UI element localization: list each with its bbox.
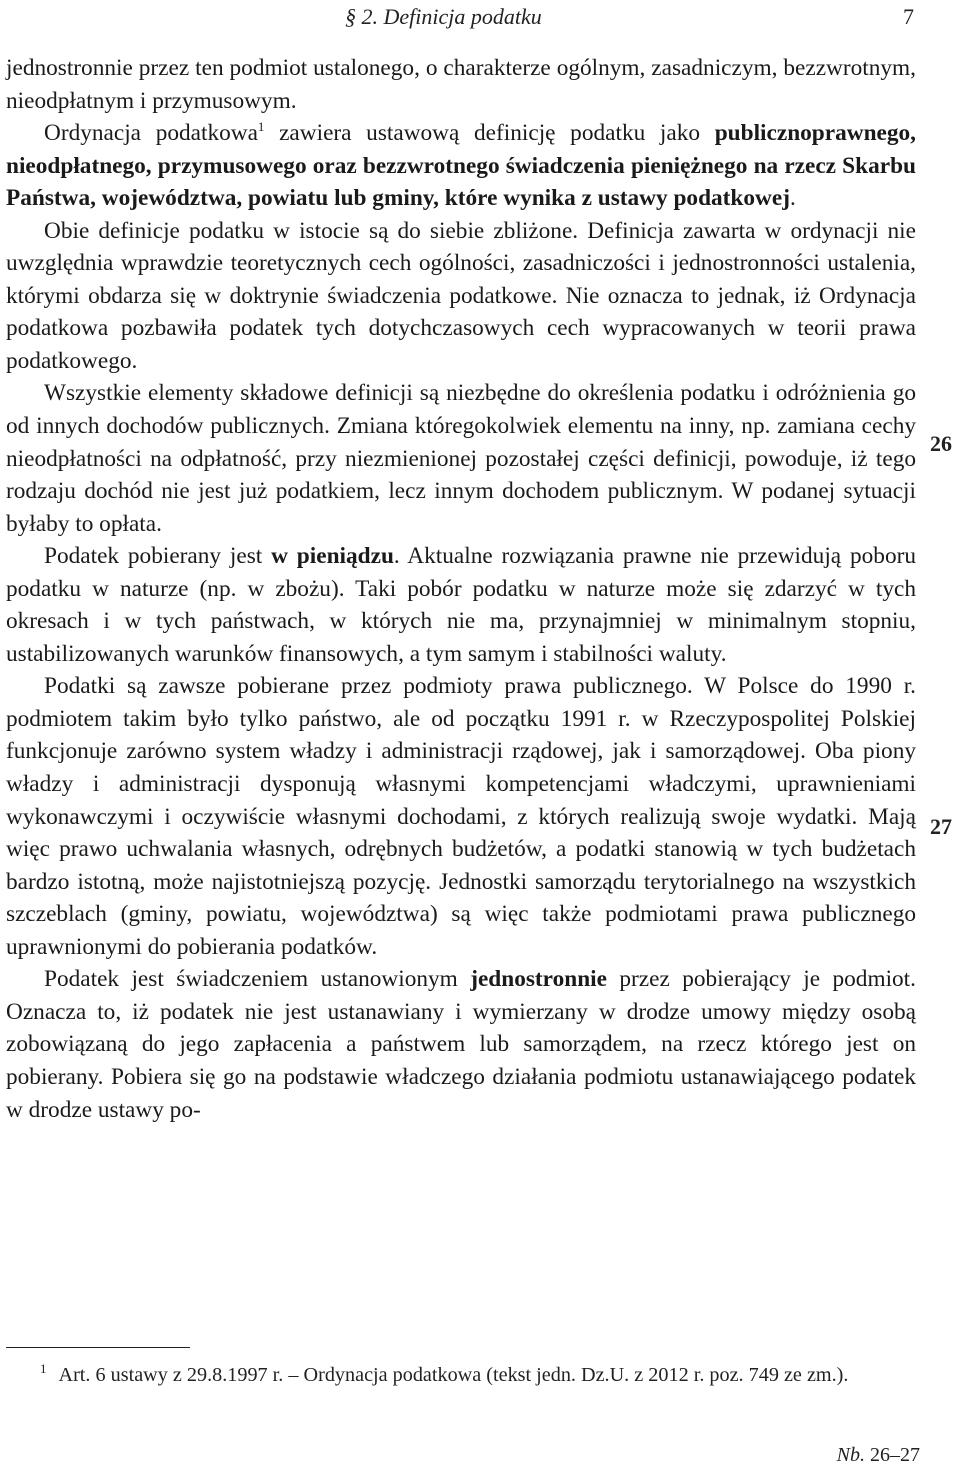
paragraph-2-start: Ordynacja podatkowa xyxy=(44,120,258,147)
footnote xyxy=(6,1360,916,1390)
paragraph-1 xyxy=(6,52,916,117)
paragraph-3-text: Obie definicje podatku w istocie są do siebie zbliżone. Definicja zawarta w ordynacji nie uwzględnia wprawdzie teoretycznych cech ogólności, zasadniczości i jednostronności ustalenia, którymi obdarza się w doktrynie świadczenia podatkowe. Nie oznacza to jednak, iż Ordynacja podatkowa pozbawiła podatek tych dotychczasowych cech wypracowanych w teorii prawa podatkowego. xyxy=(6,217,916,374)
margin-number-26: 26 xyxy=(930,431,952,456)
margin-number-prefix: Nb. xyxy=(836,1444,865,1466)
page-number: 7 xyxy=(903,4,914,29)
footnote-number: 1 xyxy=(40,1361,47,1377)
paragraph-7-end: przez pobierający je podmiot. Oznacza to, iż podatek nie jest ustanawiany i wymierzany w drodze umowy między osobą zobowiązaną do jego zapłacenia a państwem lub samorządem, na rzecz którego jest on pobierany. Pobiera się go na podstawie władczego działania podmiotu ustanawiającego podatek w drodze ustawy po- xyxy=(6,966,916,1123)
paragraph-5 xyxy=(6,540,916,670)
paragraph-2 xyxy=(6,117,916,215)
paragraph-6 xyxy=(6,670,916,963)
paragraph-5-end: . Aktualne rozwiązania prawne nie przewidują poboru podatku w naturze (np. w zbożu). Taki pobór podatku w naturze może się zdarzyć w tych okresach i w tych państwach, w których nie ma, przynajmniej w minimalnym stopniu, ustabilizowanych warunków finansowych, a tym samym i stabilności waluty. xyxy=(6,543,916,667)
paragraph-5-start: Podatek pobierany jest xyxy=(44,543,272,570)
paragraph-4 xyxy=(6,377,916,540)
margin-number-27: 27 xyxy=(930,814,952,839)
in-money-bold: w pieniądzu xyxy=(271,543,394,570)
footnote-reference[interactable]: 1 xyxy=(257,119,265,135)
paragraph-4-text: Wszystkie elementy składowe definicji są niezbędne do określenia podatku i odróżnienia go od innych dochodów publicznych. Zmiana któregokolwiek elementu na inny, np. zamiana cechy nieodpłatności na odpłatność, przy niezmienionej pozostałej części definicji, powoduje, iż tego rodzaju dochód nie jest już podatkiem, lecz innym dochodem publicznym. W podanej sytuacji byłaby to opłata. xyxy=(6,380,916,537)
paragraph-1-text: jednostronnie przez ten podmiot ustalonego, o charakterze ogólnym, zasadniczym, bezzwrotnym, nieodpłatnym i przymusowym. xyxy=(6,55,916,114)
margin-number-range-value: 26–27 xyxy=(870,1444,920,1466)
footnote-separator xyxy=(6,1347,190,1348)
paragraph-3 xyxy=(6,215,916,378)
footnote-text: Art. 6 ustawy z 29.8.1997 r. – Ordynacja podatkowa (tekst jedn. Dz.U. z 2012 r. poz. 749 ze zm.). xyxy=(58,1364,849,1386)
section-title: § 2. Definicja podatku xyxy=(345,4,542,29)
paragraph-6-text: Podatki są zawsze pobierane przez podmioty prawa publicznego. W Polsce do 1990 r. podmiotem takim było tylko państwo, ale od początku 1991 r. w Rzeczypospolitej Polskiej funkcjonuje zarówno system władzy i administracji rządowej, jak i samorządowej. Oba piony władzy i administracji dysponują własnymi kompetencjami władczymi, uprawnieniami wykonawczymi i oczywiście własnymi dochodami, z których realizują swoje wydatki. Mają więc prawo uchwalania własnych, odrębnych budżetów, a podatki stanowią w tych budżetach bardzo istotną, może najistotniejszą pozycję. Jednostki samorządu terytorialnego na wszystkich szczeblach (gminy, powiatu, województwa) są więc także podmiotami prawa publicznego uprawnionymi do pobierania podatków. xyxy=(6,673,916,960)
running-header xyxy=(345,0,920,34)
paragraph-2-end: . xyxy=(789,185,796,212)
unilaterally-bold: jednostronnie xyxy=(470,966,607,993)
tax-definition-bold: publicznoprawnego, nieodpłatnego, przymusowego oraz bezzwrotnego świadczenia pieniężnego na rzecz Skarbu Państwa, województwa, powiatu lub gminy, które wynika z ustawy podatkowej xyxy=(6,120,916,212)
body-text xyxy=(6,52,916,1126)
paragraph-2-mid: zawiera ustawową definicję podatku jako xyxy=(264,120,715,147)
paragraph-7-start: Podatek jest świadczeniem ustanowionym xyxy=(44,966,471,993)
margin-number-range xyxy=(800,1442,920,1468)
paragraph-7 xyxy=(6,963,916,1126)
